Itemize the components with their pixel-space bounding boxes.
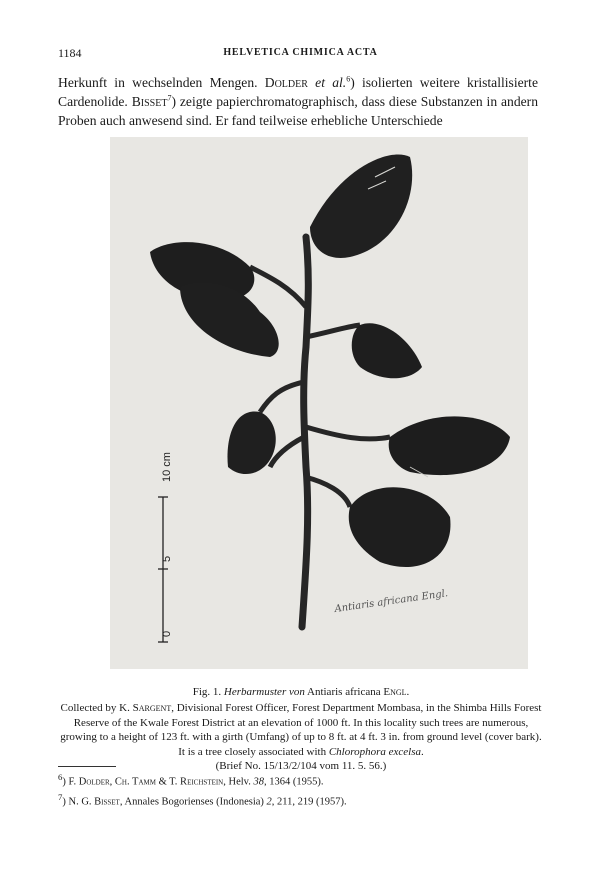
footnotes: [58, 770, 347, 809]
et-al: et al.: [307, 75, 347, 90]
footnote-7: $^7$) N. G. Bisset, Annales Bogorienses (Indonesia) 2, 211, 219 (1957).: [58, 791, 347, 807]
desc-part-2: , Divisional Forest Officer, Forest Department Mombasa, in the Shimba Hills Forest Reserve of the Kwale Forest District at an elevation of 1000 ft. In this locality such trees are numerous, growing to a height of 123 ft. with a girth (Umfang) of up to 8 ft. at 4 ft. 3 in. from ground level (cover bark). It is a tree closely associated with: [60, 702, 542, 758]
footnote-authors: N. G. Bisset: [68, 796, 120, 807]
figure-description: [58, 701, 544, 759]
handwritten-species-label: Antiaris africana Engl.: [333, 588, 449, 615]
body-text-1: Herkunft in wechselnden Mengen.: [58, 75, 265, 90]
page-number: 1184: [58, 46, 82, 60]
footnote-journal: , Annales Bogorienses (Indonesia): [119, 796, 267, 807]
body-paragraph: [58, 73, 538, 130]
associated-species: Chlorophora excelsa: [328, 745, 421, 758]
herbarium-photo: [110, 137, 528, 669]
desc-part-1: Collected by K.: [60, 702, 133, 715]
author-bisset: Bisset: [131, 94, 168, 109]
footnote-volume: 38: [253, 776, 264, 788]
scale-label-0: 0: [161, 630, 173, 637]
footnote-rest: , 211, 219 (1957).: [271, 796, 347, 807]
footnote-authors: F. Dolder, Ch. Tamm & T. Reichstein: [68, 776, 224, 788]
figure-title: [58, 685, 544, 699]
collector-name: Sargent: [132, 702, 172, 715]
ref-7[interactable]: 7: [167, 93, 172, 103]
footnote-mark: 7: [58, 791, 63, 802]
footnote-volume: 2: [266, 796, 272, 807]
footnote-6: $^6$) F. Dolder, Ch. Tamm & T. Reichstein, Helv. 38, 1364 (1955).: [58, 772, 324, 788]
figure-title-italic: Herbarmuster von: [223, 686, 305, 698]
body-text-2: ) isolierten weitere kristallisierte Cardenolide.: [58, 75, 538, 109]
scale-label-10cm: 10 cm: [161, 452, 173, 482]
desc-part-3: .: [421, 745, 424, 758]
figure-caption: [58, 685, 544, 773]
body-text-3: ) zeigte papierchromatographisch, dass diese Substanzen in andern Proben auch anwesend sind. Er fand teilweise erhebliche Unterschiede: [58, 94, 538, 128]
author-dolder: Dolder: [264, 75, 308, 90]
footnote-rule: [58, 766, 116, 767]
figure-label: Fig. 1.: [192, 686, 224, 698]
brief-reference: (Brief No. 15/13/2/104 vom 11. 5. 56.): [215, 760, 387, 773]
running-head: HELVETICA CHIMICA ACTA: [223, 47, 378, 58]
footnote-journal: , Helv.: [223, 776, 254, 788]
figure-species: Antiaris africana: [304, 686, 384, 698]
figure-author: Engl.: [383, 686, 410, 698]
scale-label-5: 5: [161, 555, 173, 562]
ref-6[interactable]: 6: [346, 74, 351, 84]
footnote-mark: 6: [58, 772, 63, 782]
footnote-rest: , 1364 (1955).: [263, 776, 324, 788]
